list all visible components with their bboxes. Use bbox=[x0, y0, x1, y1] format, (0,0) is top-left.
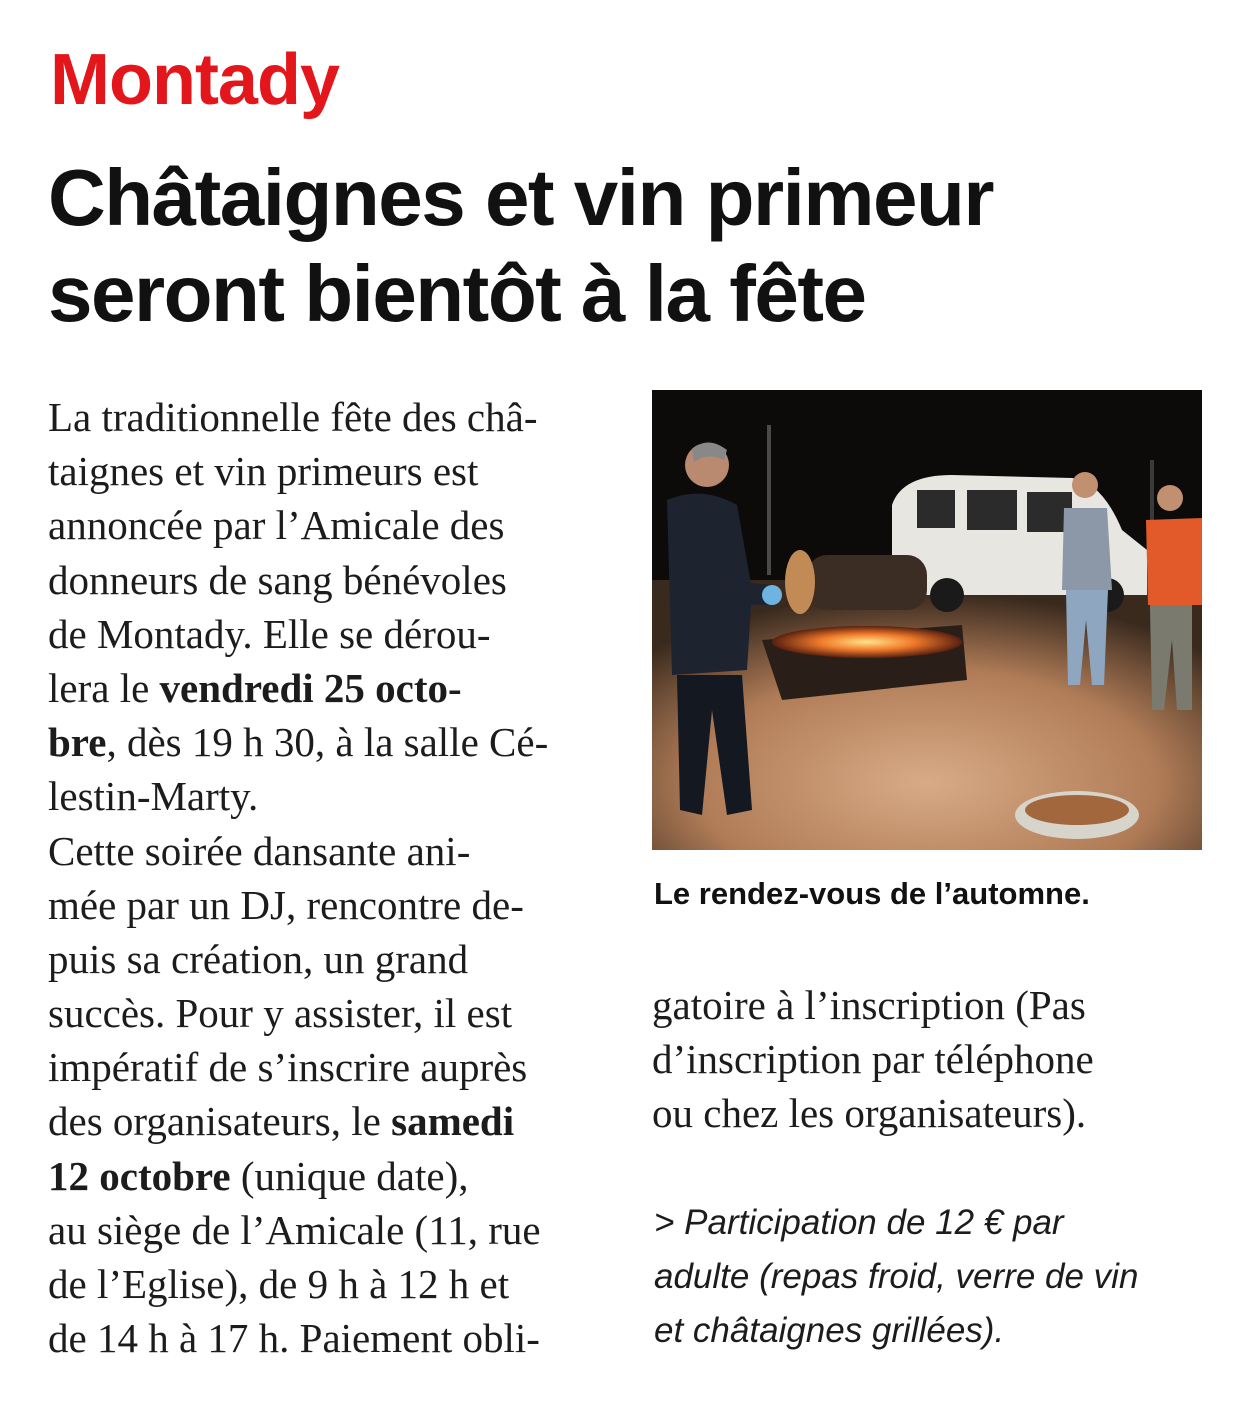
body-line bbox=[48, 1203, 608, 1257]
note-line: > Participation de 12 € par bbox=[654, 1203, 1064, 1242]
body-line bbox=[48, 932, 608, 986]
text-run: mée par un DJ, rencontre de- bbox=[48, 881, 524, 928]
text-run: , dès 19 h 30, à la salle Cé- bbox=[106, 719, 549, 766]
body-line bbox=[48, 607, 608, 661]
body-line bbox=[48, 986, 608, 1040]
text-run: de Montady. Elle se dérou- bbox=[48, 610, 491, 657]
chestnut-roasting-photo bbox=[652, 390, 1202, 850]
text-run: lestin-Marty. bbox=[48, 773, 259, 820]
body-line bbox=[48, 444, 608, 498]
body-line bbox=[48, 390, 608, 444]
section-kicker: Montady bbox=[50, 40, 339, 120]
bold-text-run: bre bbox=[48, 719, 107, 766]
body-line bbox=[48, 1094, 608, 1148]
text-run: de 14 h à 17 h. Paiement obli- bbox=[48, 1315, 540, 1362]
article-photo bbox=[652, 390, 1202, 850]
body-line bbox=[48, 1311, 608, 1365]
text-run: au siège de l’Amicale (11, rue bbox=[48, 1206, 541, 1253]
body-line bbox=[48, 715, 608, 769]
headline-line: seront bientôt à la fête bbox=[48, 249, 866, 338]
body-line bbox=[48, 1257, 608, 1311]
text-run: annoncée par l’Amicale des bbox=[48, 502, 505, 549]
body-line bbox=[48, 878, 608, 932]
body-line bbox=[48, 553, 608, 607]
text-run: lera le bbox=[48, 664, 160, 711]
body-line: ou chez les organisateurs). bbox=[652, 1090, 1087, 1137]
text-run: de l’Eglise), de 9 h à 12 h et bbox=[48, 1261, 510, 1307]
participation-note bbox=[654, 1196, 1214, 1358]
text-run: impératif de s’inscrire auprès bbox=[48, 1044, 528, 1091]
body-line bbox=[48, 1040, 608, 1094]
bold-text-run: 12 octobre bbox=[48, 1152, 231, 1199]
note-line: et châtaignes grillées). bbox=[654, 1311, 1005, 1350]
text-run: succès. Pour y assister, il est bbox=[48, 990, 513, 1037]
body-line bbox=[48, 1149, 608, 1203]
text-run: des organisateurs, le bbox=[48, 1098, 392, 1145]
text-run: (unique date), bbox=[230, 1152, 469, 1199]
text-run: puis sa création, un grand bbox=[48, 935, 469, 982]
body-line bbox=[48, 661, 608, 715]
body-line bbox=[48, 498, 608, 552]
bold-text-run: samedi bbox=[391, 1098, 515, 1145]
bold-text-run: vendredi 25 octo- bbox=[159, 664, 462, 711]
body-line: d’inscription par téléphone bbox=[652, 1036, 1094, 1083]
text-run: donneurs de sang bénévoles bbox=[48, 556, 507, 603]
headline-line: Châtaignes et vin primeur bbox=[48, 153, 993, 242]
text-run: La traditionnelle fête des châ- bbox=[48, 394, 538, 440]
body-line: gatoire à l’inscription (Pas bbox=[652, 982, 1086, 1028]
note-line: adulte (repas froid, verre de vin bbox=[654, 1257, 1139, 1296]
article-headline bbox=[48, 150, 1218, 342]
photo-caption: Le rendez-vous de l’automne. bbox=[654, 876, 1090, 911]
article-body-right-column bbox=[652, 978, 1212, 1141]
article-body-left-column bbox=[48, 390, 608, 1365]
body-line bbox=[48, 824, 608, 878]
text-run: taignes et vin primeurs est bbox=[48, 448, 479, 495]
body-line bbox=[48, 769, 608, 823]
text-run: Cette soirée dansante ani- bbox=[48, 827, 471, 874]
